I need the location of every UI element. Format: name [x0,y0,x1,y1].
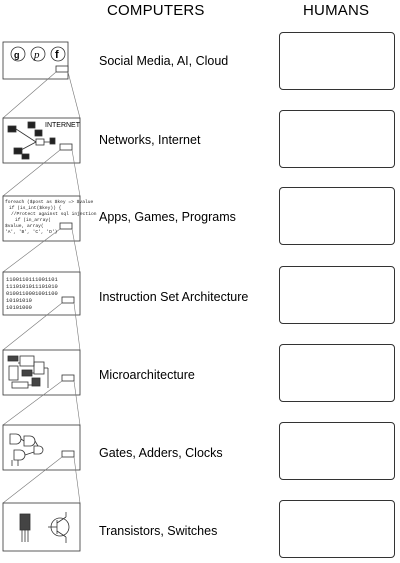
human-box-isa [279,266,395,324]
layer-label-microarchitecture: Microarchitecture [99,368,195,382]
code-line: //Protect against sql injection [11,212,97,217]
layer-label-gates: Gates, Adders, Clocks [99,446,223,460]
human-box-gates [279,422,395,480]
layer-label-transistors: Transistors, Switches [99,524,218,538]
layer-label-apps: Apps, Games, Programs [99,210,236,224]
human-box-transistors [279,500,395,558]
human-box-social-media [279,32,395,90]
svg-text:f: f [55,49,59,61]
humans-heading: HUMANS [303,2,370,19]
gates-thumbnail [3,425,80,470]
code-line: if (is_int($key)) { [9,206,62,211]
code-line: $value, array( [5,224,44,229]
code-line: if (in_array( [15,218,51,223]
human-box-networks [279,110,395,168]
binary-line: 1100110111001101 [6,277,58,283]
computers-heading: COMPUTERS [107,2,205,19]
binary-line: 10101010 [6,298,32,304]
layer-label-social-media: Social Media, AI, Cloud [99,54,229,68]
layer-label-isa: Instruction Set Architecture [99,290,249,304]
transistor-thumbnail [3,503,80,551]
network-label: INTERNET [45,122,80,129]
social-media-thumbnail [3,42,68,79]
code-line: foreach ($post as $key => $value [5,200,94,205]
svg-text:p: p [34,49,40,61]
human-box-apps [279,187,395,245]
binary-line: 0100110001001100 [6,291,58,297]
code-line: 'A', 'B', 'C', 'D') [5,230,58,235]
microarchitecture-thumbnail [3,350,80,395]
human-box-microarchitecture [279,344,395,402]
layer-label-networks: Networks, Internet [99,133,201,147]
binary-line: 1110101011101010 [6,284,58,290]
binary-line: 10101000 [6,305,32,311]
svg-text:g: g [14,50,20,60]
